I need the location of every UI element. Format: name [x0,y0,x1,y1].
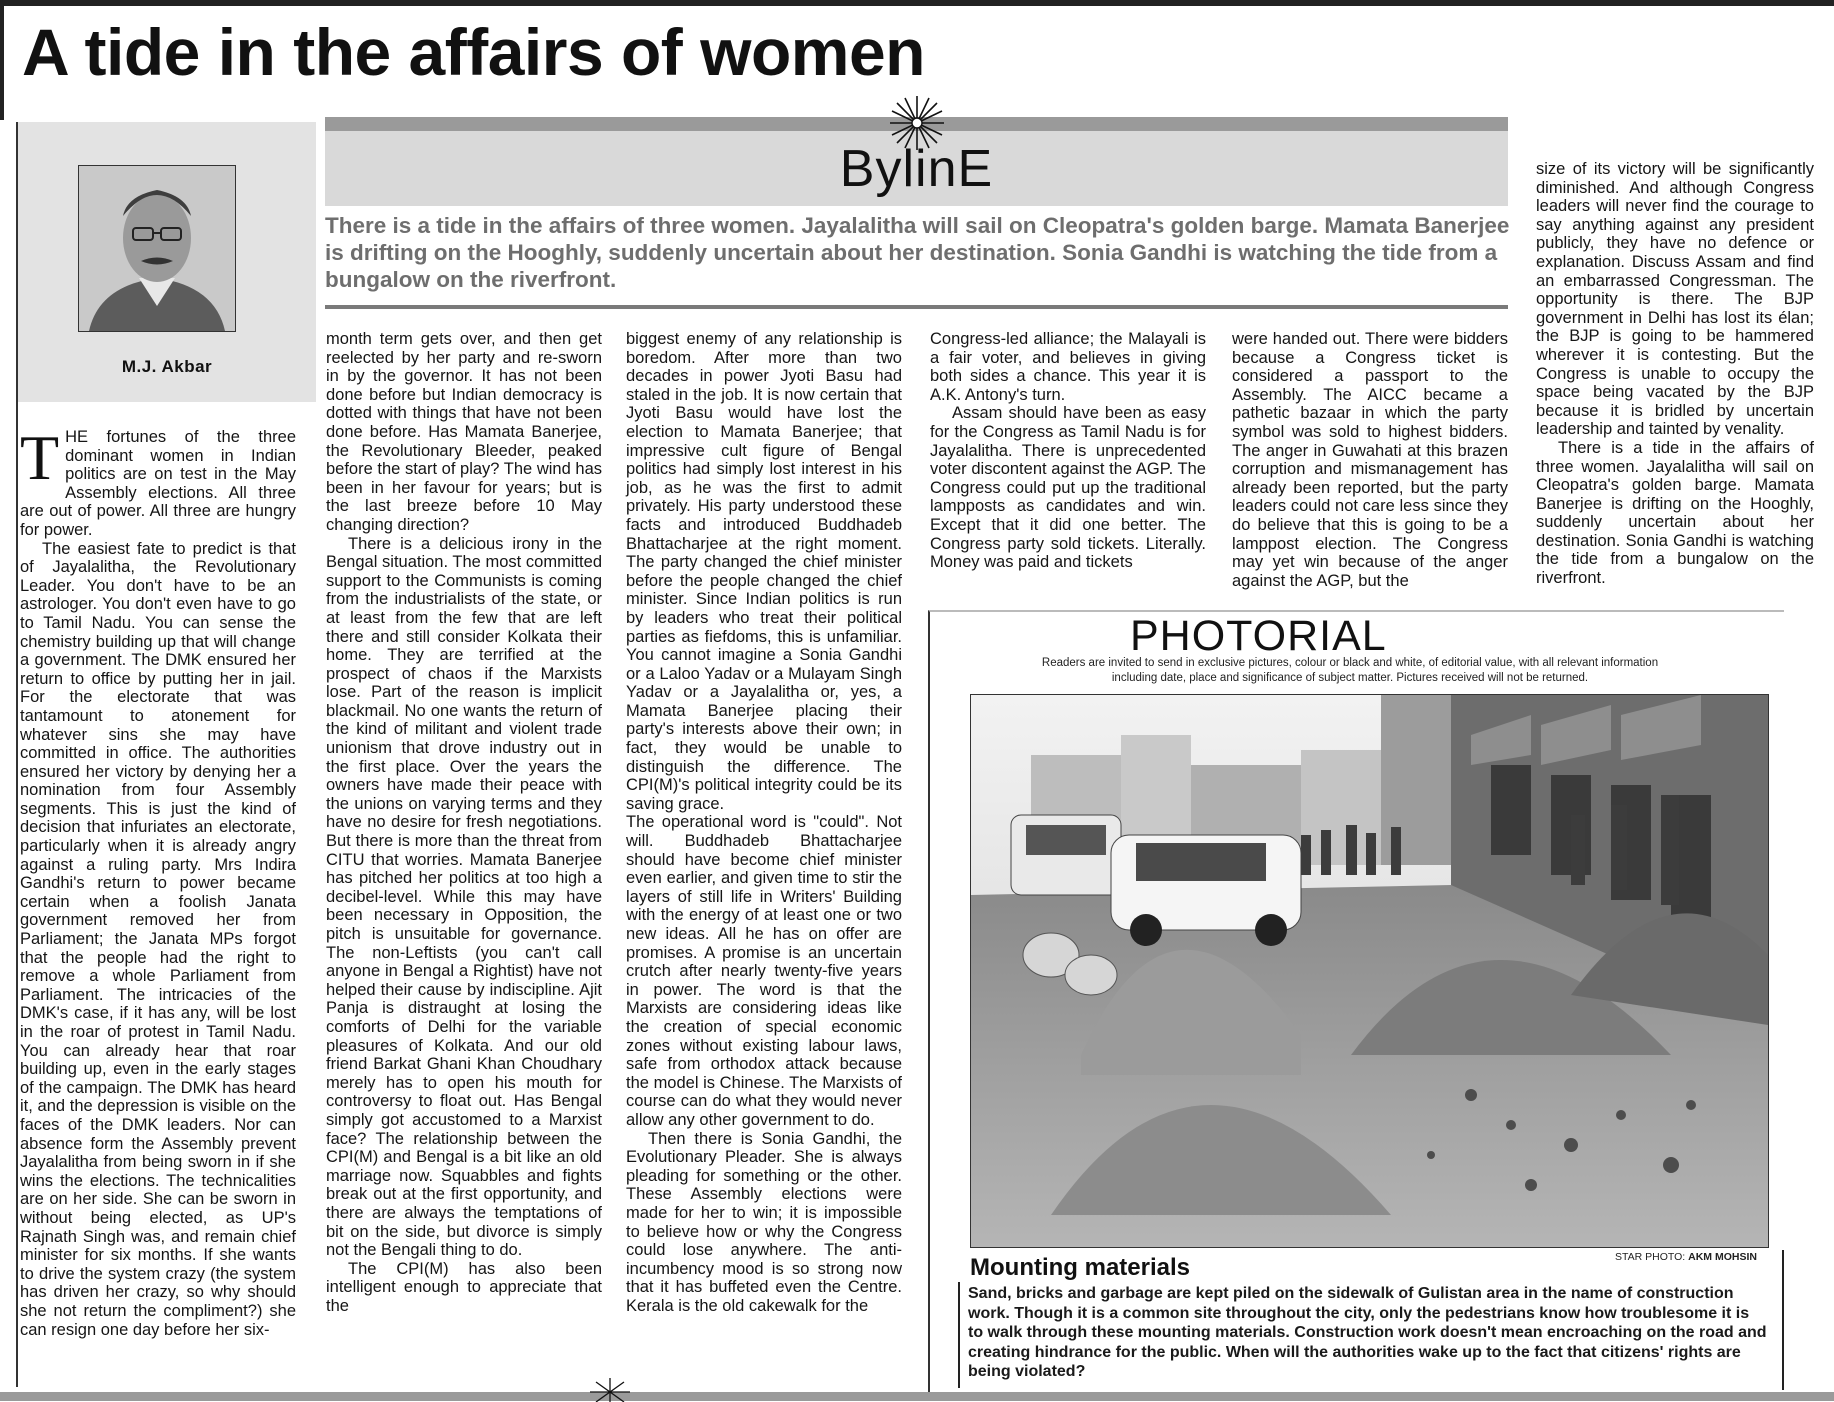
caption-rule [958,1282,960,1388]
photo-credit: STAR PHOTO: AKM MOHSIN [1615,1251,1757,1263]
column-6 [1536,160,1814,588]
col4-para-1: Congress-led alliance; the Malayali is a fair voter, and believes in giving both sides a chance. This year it is A.K. Antony's turn. [930,330,1206,404]
col3-para-3: Then there is Sonia Gandhi, the Evolutionary Pleader. She is always pleading for something or the other. These Assembly elections were made for her to win; it is impossible to believe how or why the Congress could lose anywhere. The anti-incumbency mood is so strong now that it has buffeted even the Centre. Kerala is the old cakewalk for the [626,1129,902,1315]
dek: There is a tide in the affairs of three women. Jayalalitha will sail on Cleopatra's golden barge. Mamata Banerjee is drifting on the Hooghly, suddenly uncertain about her destination. Sonia Gandhi is watching the tide from a bungalow on the riverfront. [325,213,1510,292]
byline-logo: BylinE [839,140,994,198]
photorial-title: PHOTORIAL [1130,612,1387,660]
caption-rule-right [1782,1250,1784,1390]
column-3 [626,330,902,1315]
headline: A tide in the affairs of women [22,15,925,89]
column-4 [930,330,1206,572]
col6-para-2: There is a tide in the affairs of three women. Jayalalitha will sail on Cleopatra's golden barge. Mamata Banerjee is drifting on the Hooghly, suddenly uncertain about her destination. Sonia Gandhi is watching the tide from a bungalow on the riverfront. [1536,438,1814,588]
bottom-band [0,1392,1834,1401]
author-name: M.J. Akbar [121,357,213,376]
col3-para-2: The operational word is "could". Not will. Buddhadeb Bhattacharjee should have become chief minister even earlier, and given time to stir the layers of still life in Writers' Building with the energy of at least one or two new ideas. All he has on offer are promises. A promise is an uncertain crutch after nearly twenty-five years in power. The word is that the Marxists are considering ideas like the creation of special economic zones without existing labour laws, safe from orthodox attack because the model is Chinese. The Marxists of course can do what they would never allow any other government to do. [626,813,902,1129]
photorial-subtitle: Readers are invited to send in exclusive pictures, colour or black and white, of editorial value, with all relevant information including date, place and significance of subject matter. Pictures received will not be returned. [1041,657,1659,684]
column-1 [20,422,296,1339]
starburst-icon [888,94,946,152]
drop-cap: T [20,422,60,493]
author-column-rule [16,122,18,1387]
construction-street-photo-icon [971,695,1768,1247]
bottom-starburst-icon [590,1378,630,1402]
left-rule [0,0,4,120]
col5-para-1: were handed out. There were bidders because a Congress ticket is considered a passport to the Assembly. The AICC became a pathetic bazaar in which the party symbol was sold to highest bidders. The anger in Guwahati at this brazen corruption and mismanagement has already been reported, but the party leaders could not care less since they do believe that this is going to be a lamppost election. The Congress may yet win because of the anger against the AGP, but the [1232,330,1508,590]
author-portrait-icon [79,166,235,331]
top-rule [0,0,1834,6]
author-photo [78,165,236,332]
column-2 [326,330,602,1315]
col1-para-2: The easiest fate to predict is that of Jayalalitha, the Revolutionary Leader. You don't have to be an astrologer. You don't even have to go to Tamil Nadu. You can sense the chemistry building up that will change a government. The DMK ensured her return to office by putting her in jail. For the electorate that was tantamount to atonement for whatever sins she may have committed in office. The authorities ensured her victory by denying her a nomination from four Assembly segments. This is just the kind of decision that infuriates an electorate, particularly when it is already angry against a ruling party. Mrs Indira Gandhi's return to power became certain when a foolish Janata government removed her from Parliament; the Janata MPs forgot that the people had the right to remove a whole Parliament from Parliament. The intricacies of the DMK's case, if it has any, will be lost in the roar of protest in Tamil Nadu. You can already hear that roar building up, even in the early stages of the campaign. The DMK has heard it, and the depression is visible on the faces of the DMK leaders. Nor can absence form the Assembly prevent Jayalalitha from being sworn in if she wins the elections. The technicalities are on her side. She can be sworn in without being elected, as UP's Rajnath Singh was, and remain chief minister for six months. If she wants to drive the system crazy (the system has driven her crazy, so why should she not return the compliment?) she can resign one day before her six- [20,539,296,1339]
col2-para-2: There is a delicious irony in the Bengal situation. The most committed support to the Communists is coming from the industrialists of the state, or at least from the few that are left there and still consider Kolkata their home. They are terrified at the prospect of chaos if the Marxists lose. Part of the reason is implicit blackmail. No one wants the return of the kind of militant and violent trade unionism that drove industry out in the first place. Over the years the owners have made their peace with the unions on varying terms and they have no desire for fresh negotiations. But there is more than the threat from CITU that worries. Mamata Banerjee has pitched her politics at too high a decibel-level. While this may have been necessary in Opposition, the pitch is unsuitable for governance. The non-Leftists (you can't call anyone in Bengal a Rightist) have not helped their cause by indiscipline. Ajit Panja is distraught at losing the comforts of Delhi for the variable pleasures of Kolkata. And our old friend Barkat Ghani Khan Choudhary merely has to open his mouth for controversy to float out. Has Bengal simply got accustomed to a Marxist face? The relationship between the CPI(M) and Bengal is a bit like an old marriage now. Squabbles and fights break out at the first opportunity, and there are always the temptations of bit on the side, but divorce is simply not the Bengali thing to do. [326,534,602,1260]
author-box [18,122,316,402]
col4-para-2: Assam should have been as easy for the Congress as Tamil Nadu is for Jayalalitha. There is unprecedented voter discontent against the AGP. The Congress could put up the traditional lampposts as candidates and win. Except that it did one better. The Congress party sold tickets. Literally. Money was paid and tickets [930,404,1206,572]
col3-para-1: biggest enemy of any relationship is boredom. After more than two decades in power Jyoti Basu had staled in the job. It is now certain that Jyoti Basu would have lost the election to Mamata Banerjee; that impressive cult figure of Bengal politics had simply lost interest in his job, as he was the first to admit privately. His party understood these facts and introduced Buddhadeb Bhattacharjee at the right moment. The party changed the chief minister before the people changed the chief minister. Since Indian politics is run by leaders who treat their political parties as fiefdoms, this is unfamiliar. You cannot imagine a Sonia Gandhi or a Laloo Yadav or a Mulayam Singh Yadav or a Jayalalitha or, yes, a Mamata Banerjee placing their party's interests above their own; in fact, they would be unable to distinguish the difference. The CPI(M)'s political integrity could be its saving grace. [626,330,902,813]
col2-para-1: month term gets over, and then get reelected by her party and re-sworn in by the governor. It has not been done before but Indian democracy is dotted with things that have not been done before. Has Mamata Banerjee, the Revolutionary Bleeder, peaked before the start of play? The wind has been in her favour for years; but is the last breeze before 10 May changing direction? [326,330,602,534]
col6-para-1: size of its victory will be significantly diminished. And although Congress leaders will never find the courage to say anything against any president publicly, they have no defence or explanation. Discuss Assam and find an embarrassed Congressman. The opportunity is there. The BJP government in Delhi has lost its élan; the BJP is going to be hammered wherever it is contesting. But the Congress is unable to occupy the space being vacated by the BJP because it is bridled by uncertain leadership and tainted by venality. [1536,160,1814,439]
col1-para-1: THE fortunes of the three dominant women in Indian politics are on test in the May Assembly elections. All three are out of power. All three are hungry for power. [20,422,296,539]
col2-para-3: The CPI(M) has also been intelligent enough to appreciate that the [326,1259,602,1315]
byline-band-bottom [325,305,1508,309]
street-photo [970,694,1769,1248]
column-5 [1232,330,1508,590]
caption-title: Mounting materials [970,1254,1191,1281]
caption-text: Sand, bricks and garbage are kept piled on the sidewalk of Gulistan area in the name of construction work. Though it is a common site throughout the city, only the pedestrians know how troublesome it is to walk through these mounting materials. Construction work doesn't mean encroaching on the road and creating hindrance for the public. When will the authorities wake up to the fact that citizens' rights are being violated? [968,1285,1767,1380]
